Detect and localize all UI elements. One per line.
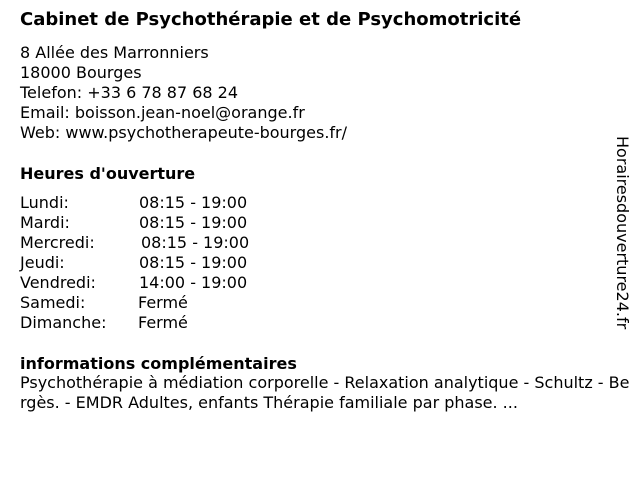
phone-number: Telefon: +33 6 78 87 68 24: [20, 83, 239, 102]
time-value: 08:15 - 19:00: [139, 193, 248, 212]
day-label: Mercredi:: [20, 233, 95, 252]
hours-row-wednesday: [20, 233, 320, 253]
watermark-text: Horairesdouverture24.fr: [613, 136, 632, 330]
hours-row-monday: [20, 193, 320, 213]
address-city: 18000 Bourges: [20, 63, 142, 82]
hours-row-tuesday: [20, 213, 320, 233]
info-text: Psychothérapie à médiation corporelle - Relaxation analytique - Schultz - Bergès. - EMDR Adultes, enfants Thérapie familiale par phase. ...: [20, 373, 630, 412]
hours-heading: Heures d'ouverture: [20, 164, 196, 183]
day-label: Jeudi:: [20, 253, 65, 272]
hours-row-thursday: [20, 253, 320, 273]
address-street: 8 Allée des Marronniers: [20, 43, 209, 62]
info-heading: informations complémentaires: [20, 354, 297, 373]
business-name: Cabinet de Psychothérapie et de Psychomotricité: [20, 9, 522, 30]
hours-row-saturday: [20, 293, 320, 313]
day-label: Dimanche:: [20, 313, 107, 332]
day-label: Vendredi:: [20, 273, 96, 292]
time-value: 14:00 - 19:00: [139, 273, 248, 292]
time-value: Fermé: [138, 313, 188, 332]
time-value: 08:15 - 19:00: [139, 213, 248, 232]
hours-table: [20, 193, 320, 333]
time-value: 08:15 - 19:00: [141, 233, 250, 252]
website-url: Web: www.psychotherapeute-bourges.fr/: [20, 123, 347, 142]
day-label: Mardi:: [20, 213, 70, 232]
day-label: Lundi:: [20, 193, 69, 212]
day-label: Samedi:: [20, 293, 86, 312]
contact-block: [20, 43, 347, 143]
hours-row-sunday: [20, 313, 320, 333]
email-address: Email: boisson.jean-noel@orange.fr: [20, 103, 305, 122]
hours-row-friday: [20, 273, 320, 293]
time-value: 08:15 - 19:00: [139, 253, 248, 272]
time-value: Fermé: [138, 293, 188, 312]
